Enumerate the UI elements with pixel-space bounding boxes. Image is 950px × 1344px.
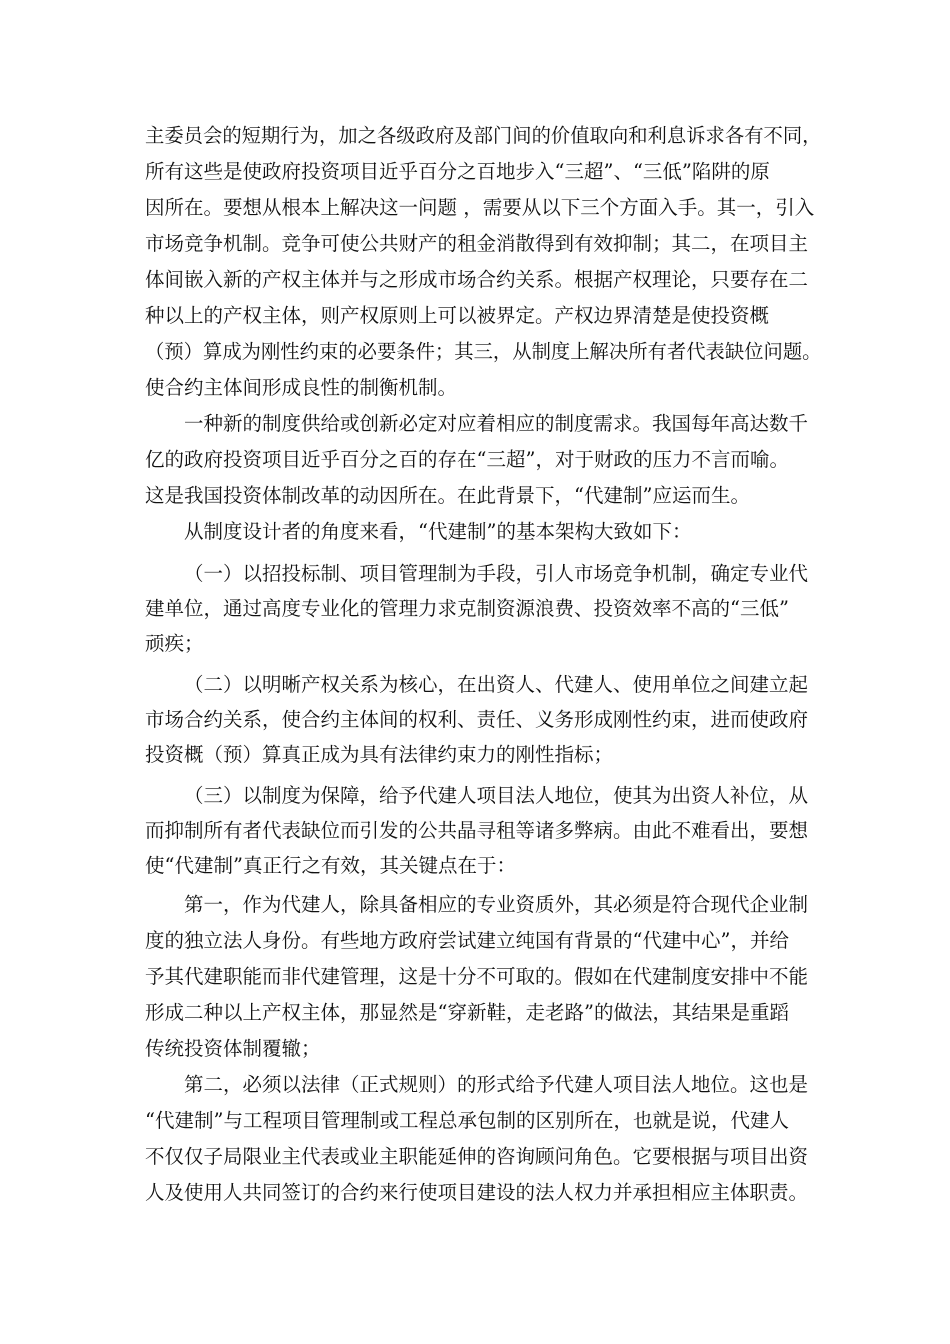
list-item-first-line: （一）以招投标制、项目管理制为手段，引人市场竞争机制，确定专业代 <box>184 562 809 585</box>
text-line: 顽疾； <box>145 632 204 655</box>
text-line: 建单位，通过高度专业化的管理力求克制资源浪费、投资效率不高的“三低” <box>145 597 789 620</box>
text-line: 亿的政府投资项目近乎百分之百的存在“三超”，对于财政的压力不言而喻。 <box>145 448 789 471</box>
text-line: 使“代建制”真正行之有效，其关键点在于： <box>145 854 516 877</box>
text-line: 度的独立法人身份。有些地方政府尝试建立纯国有背景的“代建中心”，并给 <box>145 929 789 952</box>
paragraph-first-line: 一种新的制度供给或创新必定对应着相应的制度需求。我国每年高达数千 <box>184 412 809 435</box>
text-line: 形成二种以上产权主体，那显然是“穿新鞋，走老路”的做法，其结果是重蹈 <box>145 1001 789 1024</box>
text-line: 传统投资体制覆辙； <box>145 1037 321 1060</box>
text-line: 主委员会的短期行为，加之各级政府及部门间的价值取向和利息诉求各有不同， <box>145 124 822 147</box>
text-line: 因所在。要想从根本上解决这一问题 ，需要从以下三个方面入手。其一，引入 <box>145 196 815 219</box>
text-line: 种以上的产权主体，则产权原则上可以被界定。产权边界清楚是使投资概 <box>145 304 770 327</box>
text-line: 市场竞争机制。竞争可使公共财产的租金消散得到有效抑制；其二，在项目主 <box>145 232 809 255</box>
text-line: “代建制”与工程项目管理制或工程总承包制的区别所在，也就是说，代建人 <box>145 1109 789 1132</box>
text-line: （预）算成为刚性约束的必要条件；其三，从制度上解决所有者代表缺位问题。 <box>145 340 822 363</box>
list-item-first-line: （三）以制度为保障，给予代建人项目法人地位，使其为出资人补位，从 <box>184 784 809 807</box>
text-line: 人及使用人共同签订的合约来行使项目建设的法人权力并承担相应主体职责。 <box>145 1181 809 1204</box>
text-line: 使合约主体间形成良性的制衡机制。 <box>145 376 458 399</box>
text-line: 予其代建职能而非代建管理，这是十分不可取的。假如在代建制度安排中不能 <box>145 965 809 988</box>
text-line: 体间嵌入新的产权主体并与之形成市场合约关系。根据产权理论，只要存在二 <box>145 268 809 291</box>
text-line: 投资概（预）算真正成为具有法律约束力的刚性指标； <box>145 743 614 766</box>
paragraph-first-line: 第一，作为代建人，除具备相应的专业资质外，其必须是符合现代企业制 <box>184 893 809 916</box>
text-line: 不仅仅子局限业主代表或业主职能延伸的咨询顾问角色。它要根据与项目出资 <box>145 1145 809 1168</box>
text-line: 而抑制所有者代表缺位而引发的公共晶寻租等诸多弊病。由此不难看出，要想 <box>145 819 809 842</box>
text-line: 市场合约关系，使合约主体间的权利、责任、义务形成刚性约束，进而使政府 <box>145 708 809 731</box>
paragraph-first-line: 从制度设计者的角度来看，“代建制”的基本架构大致如下： <box>184 520 692 543</box>
text-line: 这是我国投资体制改革的动因所在。在此背景下，“代建制”应运而生。 <box>145 484 750 507</box>
text-line: 所有这些是使政府投资项目近乎百分之百地步入“三超”、“三低”陷阱的原 <box>145 160 770 183</box>
paragraph-first-line: 第二，必须以法律（正式规则）的形式给予代建人项目法人地位。这也是 <box>184 1073 809 1096</box>
list-item-first-line: （二）以明晰产权关系为核心，在出资人、代建人、使用单位之间建立起 <box>184 673 809 696</box>
